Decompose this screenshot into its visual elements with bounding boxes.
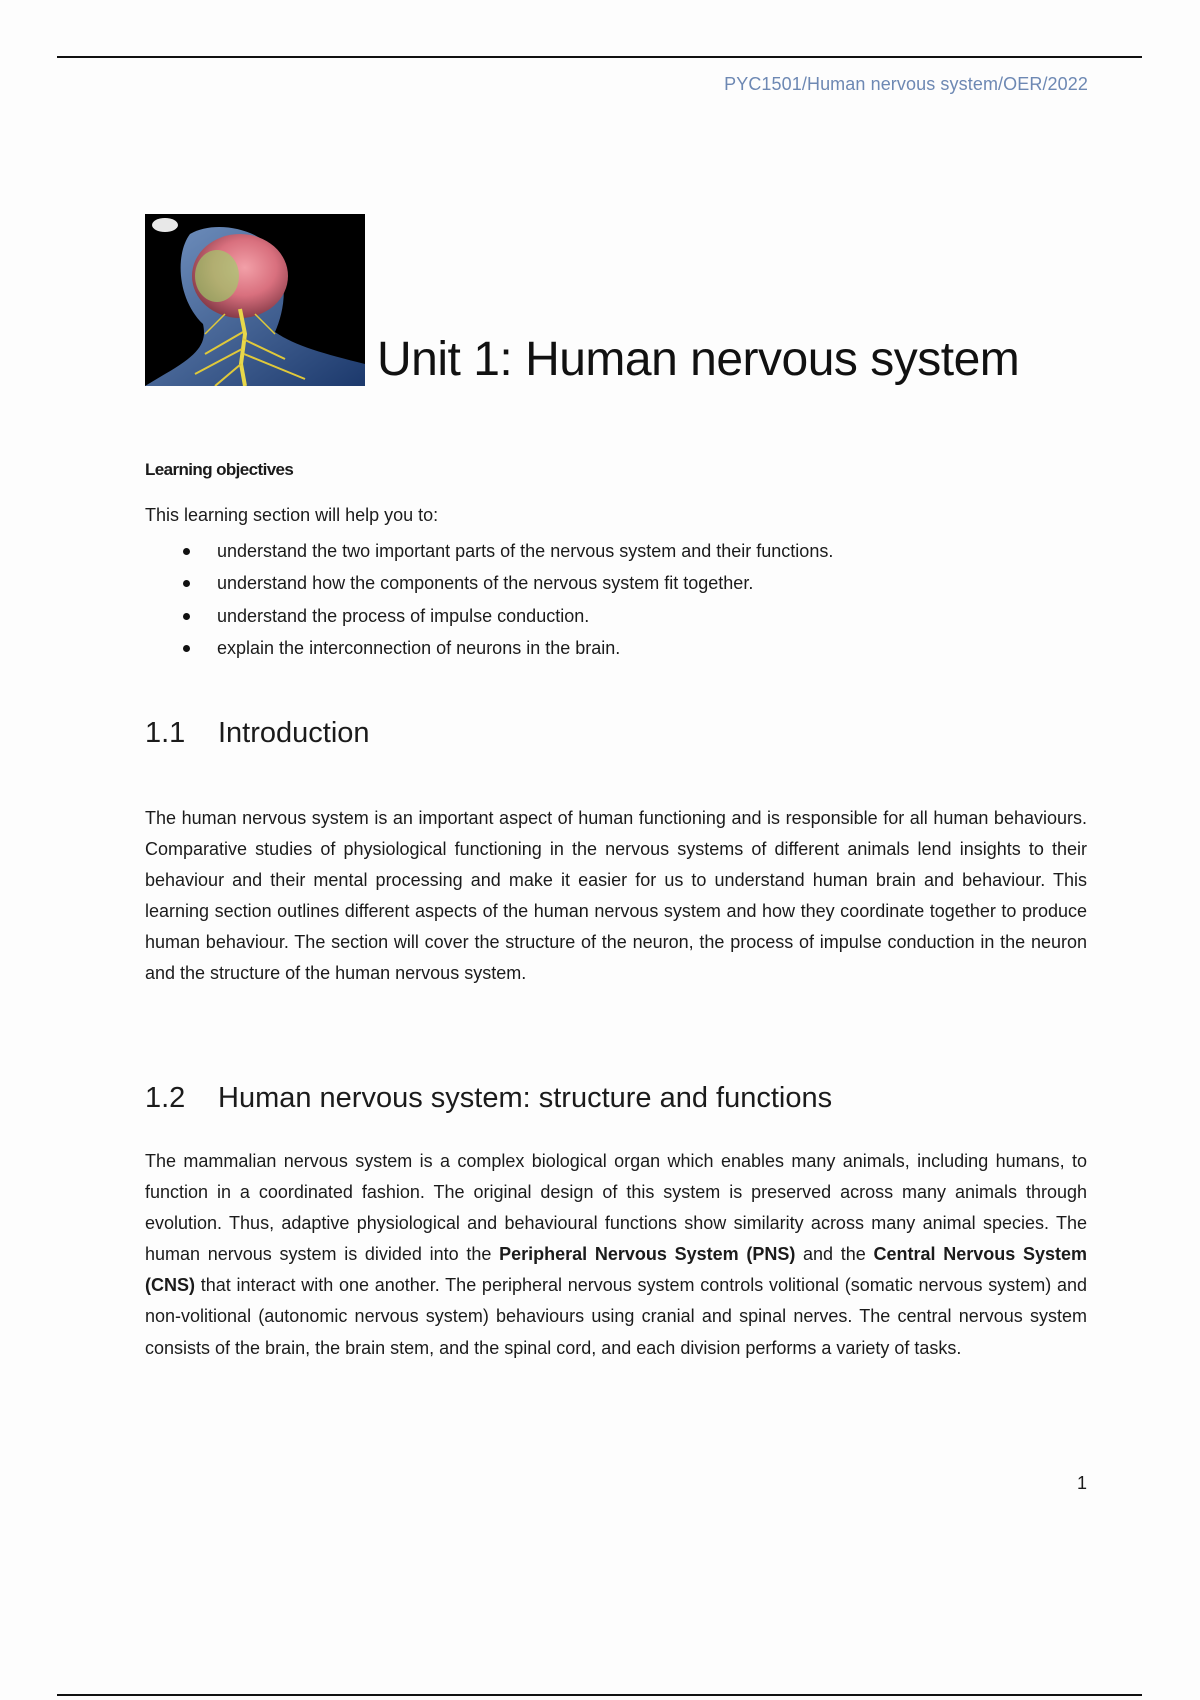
learning-objectives-intro: This learning section will help you to: <box>145 505 439 525</box>
section-number: 1.1 <box>145 717 186 749</box>
list-item <box>145 600 833 632</box>
section-title: Introduction <box>218 717 370 749</box>
paragraph-text: that interact with one another. The peripheral nervous system controls volitional (somatic nervous system) and non-volitional (autonomic nervous system) behaviours using cranial and spinal nerves. The central nervous system consists of the brain, the brain stem, and the spinal cord, and each division performs a variety of tasks. <box>145 1275 1087 1358</box>
page-title: Unit 1: Human nervous system <box>377 333 1020 386</box>
list-item <box>145 567 833 599</box>
list-item <box>145 632 833 664</box>
learning-objectives-list <box>145 535 833 664</box>
cns-term: Central Nervous System (CNS) <box>145 1244 1087 1296</box>
list-item-text: understand the process of impulse conduction. <box>217 605 590 626</box>
page-number: 1 <box>1076 1473 1087 1493</box>
bottom-rule <box>57 1694 1142 1696</box>
section-heading-introduction <box>145 717 370 750</box>
bullet-icon <box>183 548 190 555</box>
introduction-paragraph: The human nervous system is an important aspect of human functioning and is responsible for all human behaviours. Comparative studies of physiological functioning in the nervous systems of different animals lend insights to their behaviour and their mental processing and make it easier for us to understand human brain and behaviour. This learning section outlines different aspects of the human nervous system and how they coordinate together to produce human behaviour. The section will cover the structure of the neuron, the process of impulse conduction in the neuron and the structure of the human nervous system. <box>145 808 1087 984</box>
list-item-text: explain the interconnection of neurons in the brain. <box>217 637 621 658</box>
section-heading-structure-functions <box>145 1082 832 1115</box>
bullet-icon <box>183 613 190 620</box>
top-rule <box>57 56 1142 58</box>
list-item-text: understand how the components of the nervous system fit together. <box>217 573 754 594</box>
learning-objectives-heading: Learning objectives <box>145 460 294 479</box>
section-number: 1.2 <box>145 1082 186 1114</box>
bullet-icon <box>183 645 190 652</box>
paragraph-text: The mammalian nervous system is a complex biological organ which enables many animals, including humans, to function in a coordinated fashion. The original design of this system is preserved across many animals through evolution. Thus, adaptive physiological and behavioural functions show similarity across many animal species. The human nervous system is divided into the <box>145 1151 1087 1265</box>
course-reference: PYC1501/Human nervous system/OER/2022 <box>724 74 1088 94</box>
list-item <box>145 535 833 567</box>
section-title: Human nervous system: structure and functions <box>218 1082 833 1114</box>
nervous-system-illustration <box>145 214 365 386</box>
paragraph-text: and the <box>795 1244 874 1265</box>
structure-functions-paragraph <box>145 1146 1087 1364</box>
title-row <box>145 214 1085 388</box>
list-item-text: understand the two important parts of the nervous system and their functions. <box>217 541 834 561</box>
pns-term: Peripheral Nervous System (PNS) <box>499 1244 796 1265</box>
bullet-icon <box>183 580 190 587</box>
